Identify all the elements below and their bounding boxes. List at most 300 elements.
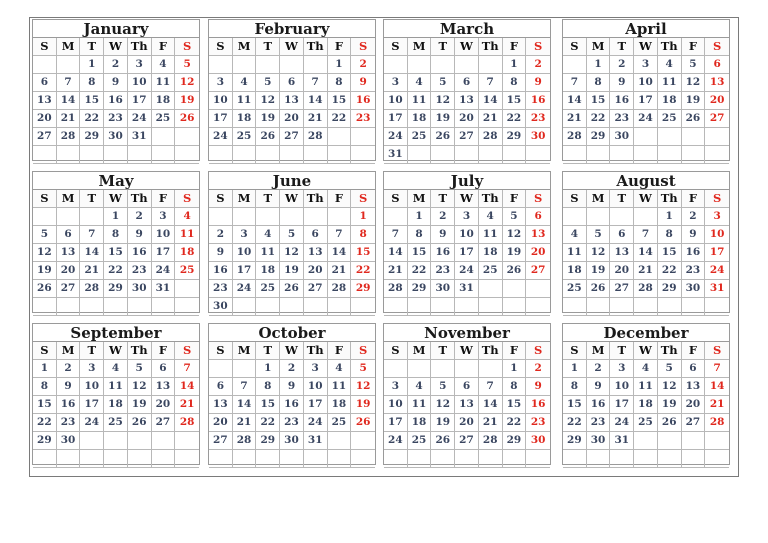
month-grid	[33, 342, 199, 468]
empty-cell	[80, 146, 104, 164]
day-cell: 21	[705, 396, 729, 414]
day-cell: 25	[563, 280, 587, 298]
empty-cell	[57, 450, 81, 468]
day-cell: 28	[634, 280, 658, 298]
day-cell: 9	[104, 74, 128, 92]
day-cell: 14	[80, 244, 104, 262]
weekday-header: M	[587, 342, 611, 360]
empty-cell	[175, 280, 199, 298]
day-cell: 16	[104, 92, 128, 110]
day-cell: 29	[256, 432, 280, 450]
month-grid	[563, 190, 729, 316]
day-cell: 19	[128, 396, 152, 414]
day-cell: 27	[280, 128, 304, 146]
day-cell: 13	[304, 244, 328, 262]
day-cell: 26	[256, 128, 280, 146]
day-cell: 22	[33, 414, 57, 432]
weekday-header: W	[455, 38, 479, 56]
day-cell: 14	[563, 92, 587, 110]
day-cell: 19	[431, 414, 455, 432]
day-cell: 7	[634, 226, 658, 244]
day-cell: 10	[233, 244, 257, 262]
day-cell: 24	[455, 262, 479, 280]
day-cell: 30	[682, 280, 706, 298]
day-cell: 19	[431, 110, 455, 128]
weekday-header: M	[587, 38, 611, 56]
month-february	[208, 19, 376, 161]
empty-cell	[351, 432, 375, 450]
empty-cell	[209, 360, 233, 378]
day-cell: 21	[479, 110, 503, 128]
empty-cell	[328, 128, 352, 146]
day-cell: 29	[563, 432, 587, 450]
empty-cell	[328, 208, 352, 226]
empty-cell	[563, 208, 587, 226]
day-cell: 3	[233, 226, 257, 244]
empty-cell	[328, 450, 352, 468]
day-cell: 5	[351, 360, 375, 378]
empty-cell	[256, 298, 280, 316]
day-cell: 18	[328, 396, 352, 414]
day-cell: 4	[175, 208, 199, 226]
empty-cell	[610, 146, 634, 164]
empty-cell	[175, 128, 199, 146]
day-cell: 16	[610, 92, 634, 110]
empty-cell	[658, 146, 682, 164]
day-cell: 11	[658, 74, 682, 92]
day-cell: 13	[209, 396, 233, 414]
day-cell: 7	[233, 378, 257, 396]
day-cell: 15	[563, 396, 587, 414]
weekday-header: S	[563, 38, 587, 56]
day-cell: 2	[57, 360, 81, 378]
day-cell: 18	[658, 92, 682, 110]
empty-cell	[634, 450, 658, 468]
day-cell: 21	[479, 414, 503, 432]
weekday-header: F	[152, 190, 176, 208]
weekday-header: W	[634, 38, 658, 56]
empty-cell	[304, 298, 328, 316]
day-cell: 15	[503, 396, 527, 414]
empty-cell	[634, 432, 658, 450]
day-cell: 2	[610, 56, 634, 74]
day-cell: 3	[80, 360, 104, 378]
day-cell: 11	[408, 92, 432, 110]
weekday-header: T	[431, 190, 455, 208]
day-cell: 14	[479, 396, 503, 414]
day-cell: 13	[526, 226, 550, 244]
empty-cell	[682, 450, 706, 468]
month-grid	[33, 38, 199, 164]
weekday-header: S	[209, 38, 233, 56]
weekday-header: T	[256, 190, 280, 208]
day-cell: 7	[384, 226, 408, 244]
empty-cell	[587, 450, 611, 468]
weekday-header: S	[33, 342, 57, 360]
empty-cell	[503, 298, 527, 316]
day-cell: 2	[351, 56, 375, 74]
weekday-header: F	[682, 190, 706, 208]
weekday-header: W	[104, 190, 128, 208]
day-cell: 14	[634, 244, 658, 262]
empty-cell	[682, 432, 706, 450]
day-cell: 13	[33, 92, 57, 110]
empty-cell	[610, 208, 634, 226]
day-cell: 31	[384, 146, 408, 164]
day-cell: 27	[682, 414, 706, 432]
day-cell: 19	[175, 92, 199, 110]
day-cell: 17	[128, 92, 152, 110]
month-title: May	[33, 172, 199, 190]
empty-cell	[80, 208, 104, 226]
weekday-header: M	[408, 190, 432, 208]
month-title: August	[563, 172, 729, 190]
empty-cell	[80, 298, 104, 316]
day-cell: 8	[563, 378, 587, 396]
day-cell: 25	[408, 128, 432, 146]
day-cell: 25	[634, 414, 658, 432]
weekday-header: Th	[479, 190, 503, 208]
day-cell: 22	[658, 262, 682, 280]
day-cell: 26	[587, 280, 611, 298]
day-cell: 1	[80, 56, 104, 74]
day-cell: 3	[634, 56, 658, 74]
day-cell: 17	[705, 244, 729, 262]
day-cell: 12	[431, 92, 455, 110]
day-cell: 19	[658, 396, 682, 414]
month-title: December	[563, 324, 729, 342]
empty-cell	[455, 56, 479, 74]
empty-cell	[634, 146, 658, 164]
empty-cell	[128, 450, 152, 468]
day-cell: 7	[479, 74, 503, 92]
empty-cell	[479, 56, 503, 74]
day-cell: 25	[104, 414, 128, 432]
day-cell: 22	[503, 414, 527, 432]
day-cell: 17	[209, 110, 233, 128]
empty-cell	[455, 146, 479, 164]
day-cell: 28	[705, 414, 729, 432]
day-cell: 1	[351, 208, 375, 226]
weekday-header: S	[33, 190, 57, 208]
day-cell: 29	[104, 280, 128, 298]
empty-cell	[128, 432, 152, 450]
empty-cell	[209, 208, 233, 226]
day-cell: 2	[280, 360, 304, 378]
day-cell: 28	[80, 280, 104, 298]
day-cell: 27	[526, 262, 550, 280]
day-cell: 27	[152, 414, 176, 432]
empty-cell	[634, 298, 658, 316]
weekday-header: S	[526, 38, 550, 56]
empty-cell	[610, 298, 634, 316]
day-cell: 14	[705, 378, 729, 396]
empty-cell	[80, 450, 104, 468]
empty-cell	[634, 128, 658, 146]
empty-cell	[280, 56, 304, 74]
weekday-header: M	[57, 342, 81, 360]
weekday-header: S	[175, 190, 199, 208]
day-cell: 18	[152, 92, 176, 110]
day-cell: 2	[431, 208, 455, 226]
weekday-header: M	[408, 342, 432, 360]
weekday-header: Th	[128, 38, 152, 56]
empty-cell	[563, 298, 587, 316]
day-cell: 14	[328, 244, 352, 262]
empty-cell	[682, 146, 706, 164]
day-cell: 23	[351, 110, 375, 128]
day-cell: 3	[152, 208, 176, 226]
day-cell: 16	[431, 244, 455, 262]
day-cell: 31	[455, 280, 479, 298]
day-cell: 11	[152, 74, 176, 92]
weekday-header: W	[634, 190, 658, 208]
empty-cell	[503, 450, 527, 468]
empty-cell	[104, 432, 128, 450]
weekday-header: S	[526, 342, 550, 360]
empty-cell	[328, 298, 352, 316]
empty-cell	[209, 146, 233, 164]
month-april	[562, 19, 730, 161]
day-cell: 18	[256, 262, 280, 280]
empty-cell	[408, 298, 432, 316]
day-cell: 9	[209, 244, 233, 262]
day-cell: 16	[587, 396, 611, 414]
empty-cell	[233, 208, 257, 226]
day-cell: 1	[256, 360, 280, 378]
day-cell: 25	[328, 414, 352, 432]
month-grid	[563, 38, 729, 164]
month-may	[32, 171, 200, 313]
day-cell: 20	[610, 262, 634, 280]
day-cell: 24	[128, 110, 152, 128]
day-cell: 31	[705, 280, 729, 298]
day-cell: 1	[563, 360, 587, 378]
day-cell: 16	[351, 92, 375, 110]
day-cell: 1	[503, 56, 527, 74]
day-cell: 27	[304, 280, 328, 298]
day-cell: 28	[57, 128, 81, 146]
day-cell: 8	[256, 378, 280, 396]
day-cell: 4	[256, 226, 280, 244]
day-cell: 23	[104, 110, 128, 128]
empty-cell	[33, 208, 57, 226]
day-cell: 3	[705, 208, 729, 226]
day-cell: 20	[304, 262, 328, 280]
day-cell: 22	[351, 262, 375, 280]
weekday-header: Th	[304, 342, 328, 360]
empty-cell	[431, 298, 455, 316]
day-cell: 2	[128, 208, 152, 226]
empty-cell	[705, 128, 729, 146]
day-cell: 18	[479, 244, 503, 262]
empty-cell	[705, 450, 729, 468]
day-cell: 19	[33, 262, 57, 280]
day-cell: 6	[152, 360, 176, 378]
day-cell: 10	[634, 74, 658, 92]
day-cell: 10	[705, 226, 729, 244]
day-cell: 18	[104, 396, 128, 414]
weekday-header: S	[209, 190, 233, 208]
day-cell: 31	[304, 432, 328, 450]
empty-cell	[304, 450, 328, 468]
empty-cell	[233, 146, 257, 164]
empty-cell	[431, 146, 455, 164]
day-cell: 4	[408, 378, 432, 396]
empty-cell	[587, 208, 611, 226]
day-cell: 13	[610, 244, 634, 262]
weekday-header: S	[705, 38, 729, 56]
day-cell: 10	[128, 74, 152, 92]
day-cell: 29	[80, 128, 104, 146]
empty-cell	[479, 298, 503, 316]
empty-cell	[658, 432, 682, 450]
day-cell: 9	[280, 378, 304, 396]
day-cell: 4	[658, 56, 682, 74]
day-cell: 13	[682, 378, 706, 396]
empty-cell	[233, 56, 257, 74]
empty-cell	[431, 360, 455, 378]
empty-cell	[479, 146, 503, 164]
day-cell: 1	[33, 360, 57, 378]
empty-cell	[57, 298, 81, 316]
day-cell: 4	[233, 74, 257, 92]
day-cell: 6	[280, 74, 304, 92]
day-cell: 8	[351, 226, 375, 244]
day-cell: 26	[280, 280, 304, 298]
empty-cell	[351, 450, 375, 468]
day-cell: 4	[408, 74, 432, 92]
empty-cell	[682, 298, 706, 316]
month-october	[208, 323, 376, 465]
empty-cell	[233, 298, 257, 316]
day-cell: 13	[280, 92, 304, 110]
month-title: November	[384, 324, 550, 342]
empty-cell	[280, 450, 304, 468]
weekday-header: T	[431, 342, 455, 360]
day-cell: 8	[328, 74, 352, 92]
day-cell: 25	[175, 262, 199, 280]
month-grid	[563, 342, 729, 468]
empty-cell	[479, 280, 503, 298]
weekday-header: W	[634, 342, 658, 360]
day-cell: 10	[455, 226, 479, 244]
weekday-header: F	[328, 190, 352, 208]
day-cell: 30	[104, 128, 128, 146]
day-cell: 9	[682, 226, 706, 244]
day-cell: 2	[526, 56, 550, 74]
day-cell: 15	[408, 244, 432, 262]
empty-cell	[658, 298, 682, 316]
empty-cell	[455, 298, 479, 316]
day-cell: 20	[455, 110, 479, 128]
day-cell: 15	[328, 92, 352, 110]
day-cell: 6	[455, 74, 479, 92]
day-cell: 2	[209, 226, 233, 244]
day-cell: 12	[587, 244, 611, 262]
empty-cell	[209, 450, 233, 468]
day-cell: 6	[455, 378, 479, 396]
empty-cell	[682, 128, 706, 146]
day-cell: 19	[351, 396, 375, 414]
day-cell: 11	[104, 378, 128, 396]
day-cell: 3	[384, 74, 408, 92]
day-cell: 1	[408, 208, 432, 226]
empty-cell	[328, 146, 352, 164]
empty-cell	[33, 450, 57, 468]
day-cell: 25	[479, 262, 503, 280]
day-cell: 15	[351, 244, 375, 262]
day-cell: 9	[57, 378, 81, 396]
weekday-header: M	[408, 38, 432, 56]
day-cell: 28	[328, 280, 352, 298]
weekday-header: F	[328, 342, 352, 360]
day-cell: 5	[682, 56, 706, 74]
day-cell: 6	[610, 226, 634, 244]
day-cell: 12	[682, 74, 706, 92]
day-cell: 8	[658, 226, 682, 244]
day-cell: 7	[479, 378, 503, 396]
day-cell: 7	[563, 74, 587, 92]
day-cell: 20	[209, 414, 233, 432]
month-grid	[384, 190, 550, 316]
day-cell: 7	[328, 226, 352, 244]
day-cell: 20	[455, 414, 479, 432]
weekday-header: F	[503, 38, 527, 56]
weekday-header: T	[610, 38, 634, 56]
empty-cell	[634, 208, 658, 226]
day-cell: 9	[128, 226, 152, 244]
day-cell: 3	[384, 378, 408, 396]
day-cell: 10	[384, 92, 408, 110]
weekday-header: F	[682, 38, 706, 56]
weekday-header: T	[256, 342, 280, 360]
day-cell: 29	[587, 128, 611, 146]
weekday-header: S	[209, 342, 233, 360]
empty-cell	[351, 146, 375, 164]
day-cell: 20	[705, 92, 729, 110]
weekday-header: T	[610, 190, 634, 208]
day-cell: 6	[209, 378, 233, 396]
empty-cell	[128, 298, 152, 316]
empty-cell	[152, 298, 176, 316]
month-september	[32, 323, 200, 465]
day-cell: 20	[57, 262, 81, 280]
empty-cell	[57, 146, 81, 164]
day-cell: 9	[526, 74, 550, 92]
day-cell: 8	[33, 378, 57, 396]
day-cell: 30	[526, 128, 550, 146]
empty-cell	[431, 450, 455, 468]
day-cell: 13	[455, 396, 479, 414]
day-cell: 8	[104, 226, 128, 244]
day-cell: 28	[233, 432, 257, 450]
day-cell: 4	[104, 360, 128, 378]
empty-cell	[384, 450, 408, 468]
day-cell: 20	[33, 110, 57, 128]
weekday-header: F	[682, 342, 706, 360]
day-cell: 19	[682, 92, 706, 110]
day-cell: 24	[152, 262, 176, 280]
day-cell: 28	[563, 128, 587, 146]
empty-cell	[328, 432, 352, 450]
day-cell: 4	[563, 226, 587, 244]
month-grid	[209, 190, 375, 316]
month-grid	[209, 38, 375, 164]
weekday-header: W	[280, 38, 304, 56]
empty-cell	[104, 146, 128, 164]
day-cell: 10	[384, 396, 408, 414]
